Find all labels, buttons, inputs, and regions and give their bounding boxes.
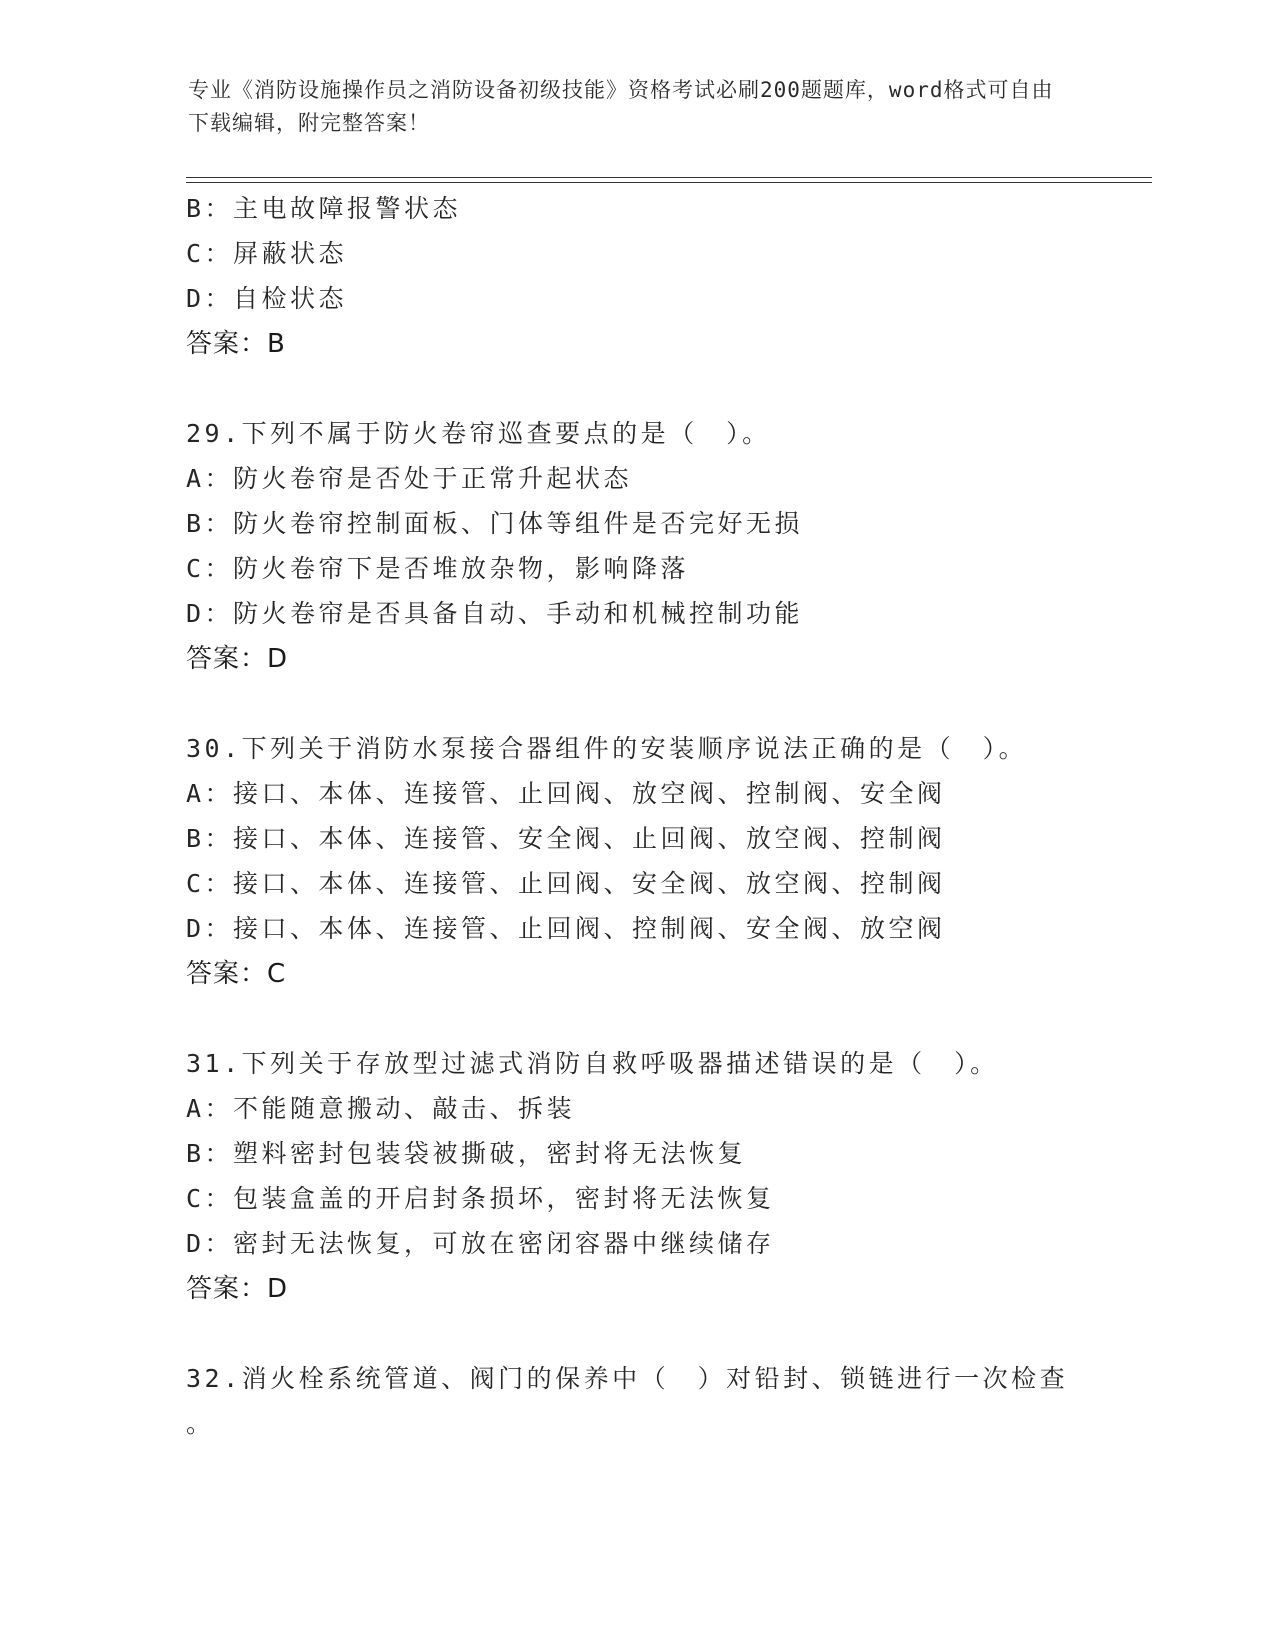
q29-stem: 29.下列不属于防火卷帘巡查要点的是（ ）。 bbox=[186, 419, 771, 448]
q31-stem: 31.下列关于存放型过滤式消防自救呼吸器描述错误的是（ ）。 bbox=[186, 1049, 999, 1078]
header-divider-top bbox=[186, 177, 1152, 178]
prev-answer: 答案：B bbox=[186, 329, 286, 359]
q30-answer: 答案：C bbox=[186, 959, 287, 989]
q29-option-c: C：防火卷帘下是否堆放杂物，影响降落 bbox=[186, 554, 690, 583]
q30-stem: 30.下列关于消防水泵接合器组件的安装顺序说法正确的是（ ）。 bbox=[186, 734, 1028, 763]
header-divider-bottom bbox=[186, 182, 1152, 183]
q30-option-d: D：接口、本体、连接管、止回阀、控制阀、安全阀、放空阀 bbox=[186, 914, 946, 943]
q29-answer: 答案：D bbox=[186, 644, 289, 674]
q29-option-d: D：防火卷帘是否具备自动、手动和机械控制功能 bbox=[186, 599, 804, 628]
q30-option-b: B：接口、本体、连接管、安全阀、止回阀、放空阀、控制阀 bbox=[186, 824, 946, 853]
q29-option-b: B：防火卷帘控制面板、门体等组件是否完好无损 bbox=[186, 509, 804, 538]
prev-option-b: B：主电故障报警状态 bbox=[186, 194, 462, 223]
q31-answer: 答案：D bbox=[186, 1274, 289, 1304]
prev-option-c: C：屏蔽状态 bbox=[186, 239, 348, 268]
q30-option-a: A：接口、本体、连接管、止回阀、放空阀、控制阀、安全阀 bbox=[186, 779, 946, 808]
prev-option-d: D：自检状态 bbox=[186, 284, 348, 313]
q30-option-c: C：接口、本体、连接管、止回阀、安全阀、放空阀、控制阀 bbox=[186, 869, 946, 898]
q31-option-a: A：不能随意搬动、敲击、拆装 bbox=[186, 1094, 576, 1123]
q32-stem: 32.消火栓系统管道、阀门的保养中（ ）对铅封、锁链进行一次检查 bbox=[186, 1364, 1069, 1393]
q31-option-c: C：包装盒盖的开启封条损坏，密封将无法恢复 bbox=[186, 1184, 775, 1213]
q29-option-a: A：防火卷帘是否处于正常升起状态 bbox=[186, 464, 633, 493]
q32-stem-tail: 。 bbox=[186, 1409, 215, 1438]
q31-option-b: B：塑料密封包装袋被撕破，密封将无法恢复 bbox=[186, 1139, 747, 1168]
document-header: 专业《消防设施操作员之消防设备初级技能》资格考试必刷200题题库，word格式可自由下载编辑，附完整答案！ bbox=[188, 78, 1054, 135]
q31-option-d: D：密封无法恢复，可放在密闭容器中继续储存 bbox=[186, 1229, 775, 1258]
